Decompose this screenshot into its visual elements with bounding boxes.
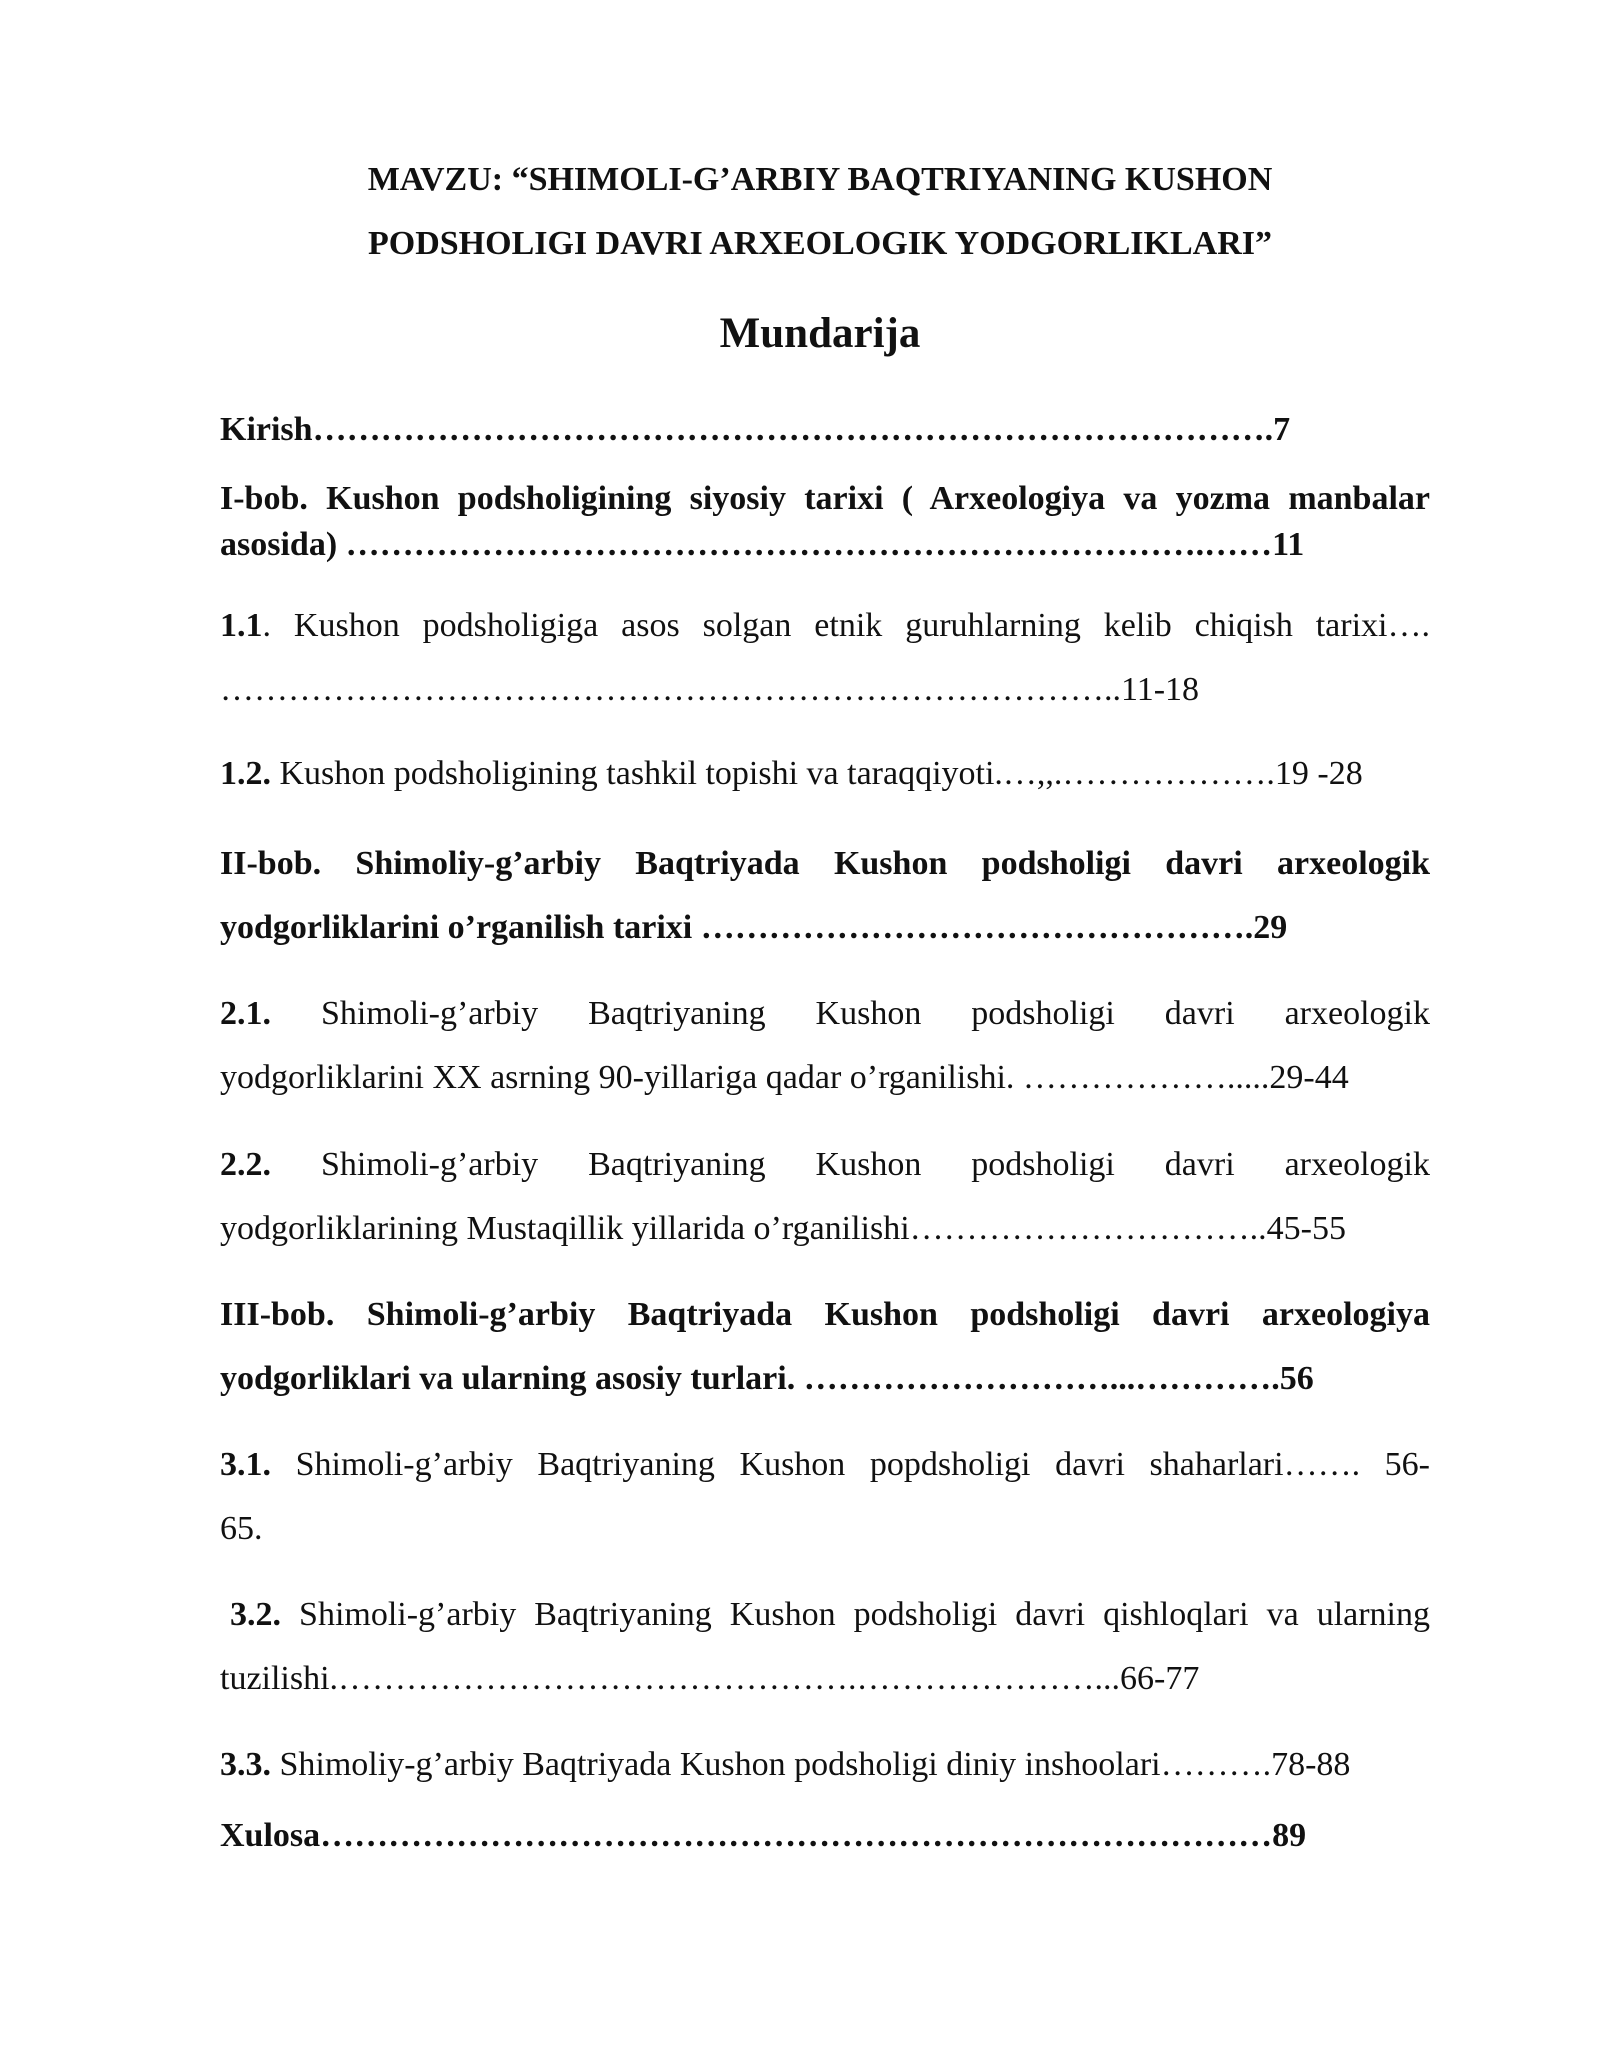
toc-entry-section-2-1 bbox=[220, 982, 1430, 1110]
toc-entry-section-3-1 bbox=[220, 1433, 1430, 1561]
toc-entry-line: yodgorliklari va ularning asosiy turlari. ………………………...………….56 bbox=[220, 1360, 1314, 1397]
toc-title: Mundarija bbox=[719, 310, 921, 357]
section-number: 3.3. bbox=[220, 1746, 271, 1783]
section-title: Shimoli-g’arbiy Baqtriyaning Kushon podsholigi davri arxeologik bbox=[271, 995, 1430, 1032]
section-number: 3.2. bbox=[230, 1596, 281, 1633]
toc-entry-section-3-2 bbox=[220, 1583, 1430, 1711]
toc-entry-line: Xulosa…………………………………………………………………………89 bbox=[220, 1817, 1307, 1854]
toc-entry-kirish bbox=[220, 404, 1430, 456]
toc-entry-line: III-bob. Shimoli-g’arbiy Baqtriyada Kushon podsholigi davri arxeologiya bbox=[220, 1296, 1430, 1333]
toc-entry-line bbox=[220, 982, 1430, 1046]
toc-entry-line: I-bob. Kushon podsholigining siyosiy tarixi ( Arxeologiya va yozma manbalar bbox=[220, 480, 1430, 517]
toc-entry-line: II-bob. Shimoliy-g’arbiy Baqtriyada Kushon podsholigi davri arxeologik bbox=[220, 845, 1430, 882]
document-topic bbox=[220, 148, 1420, 276]
topic-line-1: MAVZU: “SHIMOLI-G’ARBIY BAQTRIYANING KUSHON bbox=[367, 161, 1273, 198]
toc-entry-line bbox=[220, 742, 1430, 806]
toc-entry-line bbox=[220, 1133, 1430, 1197]
toc-entry-line: 65. bbox=[220, 1510, 263, 1547]
section-title: Shimoliy-g’arbiy Baqtriyada Kushon podsholigi diniy inshoolari……….78-88 bbox=[271, 1746, 1351, 1783]
toc-entry-line bbox=[220, 1733, 1430, 1797]
toc-entry-section-1-2 bbox=[220, 742, 1430, 806]
toc-entry-line: ……………………………………………………………………..11-18 bbox=[220, 671, 1200, 708]
toc-entry-line bbox=[220, 1433, 1430, 1497]
section-number: 1.1 bbox=[220, 607, 263, 644]
toc-entry-section-2-2 bbox=[220, 1133, 1430, 1261]
toc-entry-chapter-1 bbox=[220, 476, 1430, 568]
section-title: Shimoli-g’arbiy Baqtriyaning Kushon popdsholigi davri shaharlari……. 56- bbox=[271, 1446, 1430, 1483]
toc-entry-chapter-3 bbox=[220, 1283, 1430, 1411]
toc-entry-line: yodgorliklarini XX asrning 90-yillariga qadar o’rganilishi. ……………….....29-44 bbox=[220, 1059, 1349, 1096]
toc-entry-line bbox=[220, 594, 1430, 658]
section-title: . Kushon podsholigiga asos solgan etnik guruhlarning kelib chiqish tarixi…. bbox=[262, 607, 1430, 644]
section-number: 1.2. bbox=[220, 755, 271, 792]
section-number: 3.1. bbox=[220, 1446, 271, 1483]
section-number: 2.2. bbox=[220, 1146, 271, 1183]
toc-entry-xulosa bbox=[220, 1804, 1430, 1868]
toc-entry-section-1-1 bbox=[220, 594, 1430, 722]
section-title: Shimoli-g’arbiy Baqtriyaning Kushon podsholigi davri arxeologik bbox=[271, 1146, 1430, 1183]
toc-entry-line: yodgorliklarining Mustaqillik yillarida o’rganilishi…………………………..45-55 bbox=[220, 1210, 1347, 1247]
section-title: Kushon podsholigining tashkil topishi va taraqqiyoti.…,,.……………….19 -28 bbox=[271, 755, 1363, 792]
toc-entry-line: asosida) ………………………………………………………………….……11 bbox=[220, 526, 1305, 563]
section-title: Shimoli-g’arbiy Baqtriyaning Kushon podsholigi davri qishloqlari va ularning bbox=[281, 1596, 1430, 1633]
toc-entry-section-3-3 bbox=[220, 1733, 1430, 1797]
topic-line-2: PODSHOLIGI DAVRI ARXEOLOGIK YODGORLIKLARI” bbox=[368, 225, 1272, 262]
toc-entry-line bbox=[220, 1583, 1430, 1647]
toc-entry-chapter-2 bbox=[220, 832, 1430, 960]
section-number: 2.1. bbox=[220, 995, 271, 1032]
toc-entry-line: tuzilishi.……………………………………….…………………...66-77 bbox=[220, 1660, 1200, 1697]
toc-entry-line: yodgorliklarini o’rganilish tarixi ………………………………………….29 bbox=[220, 909, 1288, 946]
toc-entry-line: Kirish………………………………………………………………………….7 bbox=[220, 411, 1291, 448]
